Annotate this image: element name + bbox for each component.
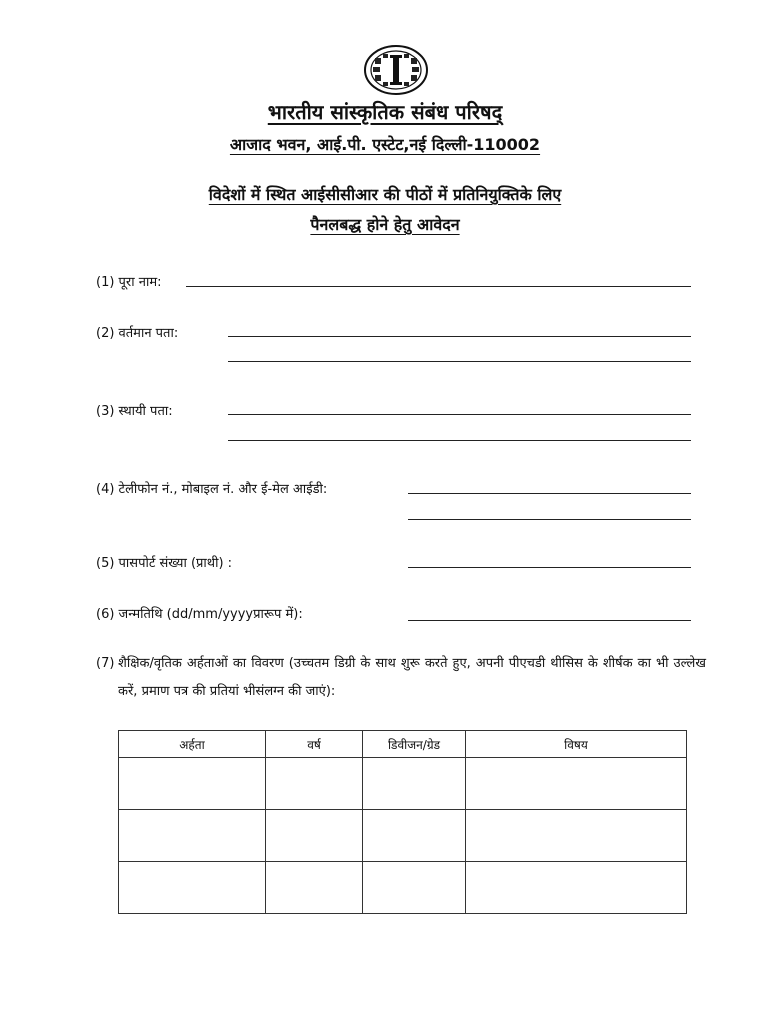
form-title-line-1: विदेशों में स्थित आईसीसीआर की पीठों में प्रतिनियुक्तिके लिए: [208, 185, 562, 204]
permanent-address-line-2[interactable]: [228, 440, 691, 441]
qualifications-instructions: [96, 650, 706, 706]
iccr-emblem-logo: [363, 44, 429, 96]
table-cell[interactable]: [119, 758, 266, 810]
full-name-label: (1) पूरा नाम:: [96, 275, 162, 290]
full-name-line[interactable]: [186, 286, 691, 287]
permanent-address-label: (3) स्थायी पता:: [96, 404, 173, 419]
table-cell[interactable]: [466, 862, 687, 914]
column-header-division-grade: डिवीजन/ग्रेड: [363, 731, 466, 758]
table-cell[interactable]: [266, 862, 363, 914]
table-cell[interactable]: [363, 758, 466, 810]
table-cell[interactable]: [363, 862, 466, 914]
current-address-label: (2) वर्तमान पता:: [96, 326, 179, 341]
current-address-line-1[interactable]: [228, 336, 691, 337]
organization-name: भारतीय सांस्कृतिक संबंध परिषद्: [267, 100, 503, 124]
table-row: [119, 862, 687, 914]
qualifications-number: (7): [96, 656, 115, 671]
table-cell[interactable]: [466, 810, 687, 862]
contact-details-line-2[interactable]: [408, 519, 691, 520]
column-header-year: वर्ष: [266, 731, 363, 758]
passport-number-label: (5) पासपोर्ट संख्या (प्राथी) :: [96, 556, 233, 571]
table-row: [119, 758, 687, 810]
current-address-line-2[interactable]: [228, 361, 691, 362]
table-cell[interactable]: [119, 810, 266, 862]
permanent-address-line-1[interactable]: [228, 414, 691, 415]
form-title-line-2: पैनलबद्ध होने हेतु आवेदन: [310, 215, 460, 234]
qualifications-table: [118, 730, 687, 914]
table-cell[interactable]: [119, 862, 266, 914]
column-header-qualification: अर्हता: [119, 731, 266, 758]
table-row: [119, 810, 687, 862]
passport-number-line[interactable]: [408, 567, 691, 568]
table-cell[interactable]: [363, 810, 466, 862]
contact-details-label: (4) टेलीफोन नं., मोबाइल नं. और ई-मेल आईडी:: [96, 482, 328, 497]
qualifications-text: शैक्षिक/वृतिक अर्हताओं का विवरण (उच्चतम डिग्री के साथ शुरू करते हुए, अपनी पीएचडी थीसिस के शीर्षक का भी उल्लेख करें, प्रमाण पत्र की प्रतियां भीसंलग्न की जाएं):: [118, 656, 706, 699]
organization-address: आजाद भवन, आई.पी. एस्टेट,नई दिल्ली-110002: [229, 135, 541, 154]
table-header-row: [119, 731, 687, 758]
table-cell[interactable]: [266, 758, 363, 810]
column-header-subject: विषय: [466, 731, 687, 758]
table-cell[interactable]: [466, 758, 687, 810]
contact-details-line-1[interactable]: [408, 493, 691, 494]
date-of-birth-label: (6) जन्मतिथि (dd/mm/yyyyप्रारूप में):: [96, 607, 303, 622]
date-of-birth-line[interactable]: [408, 620, 691, 621]
table-cell[interactable]: [266, 810, 363, 862]
